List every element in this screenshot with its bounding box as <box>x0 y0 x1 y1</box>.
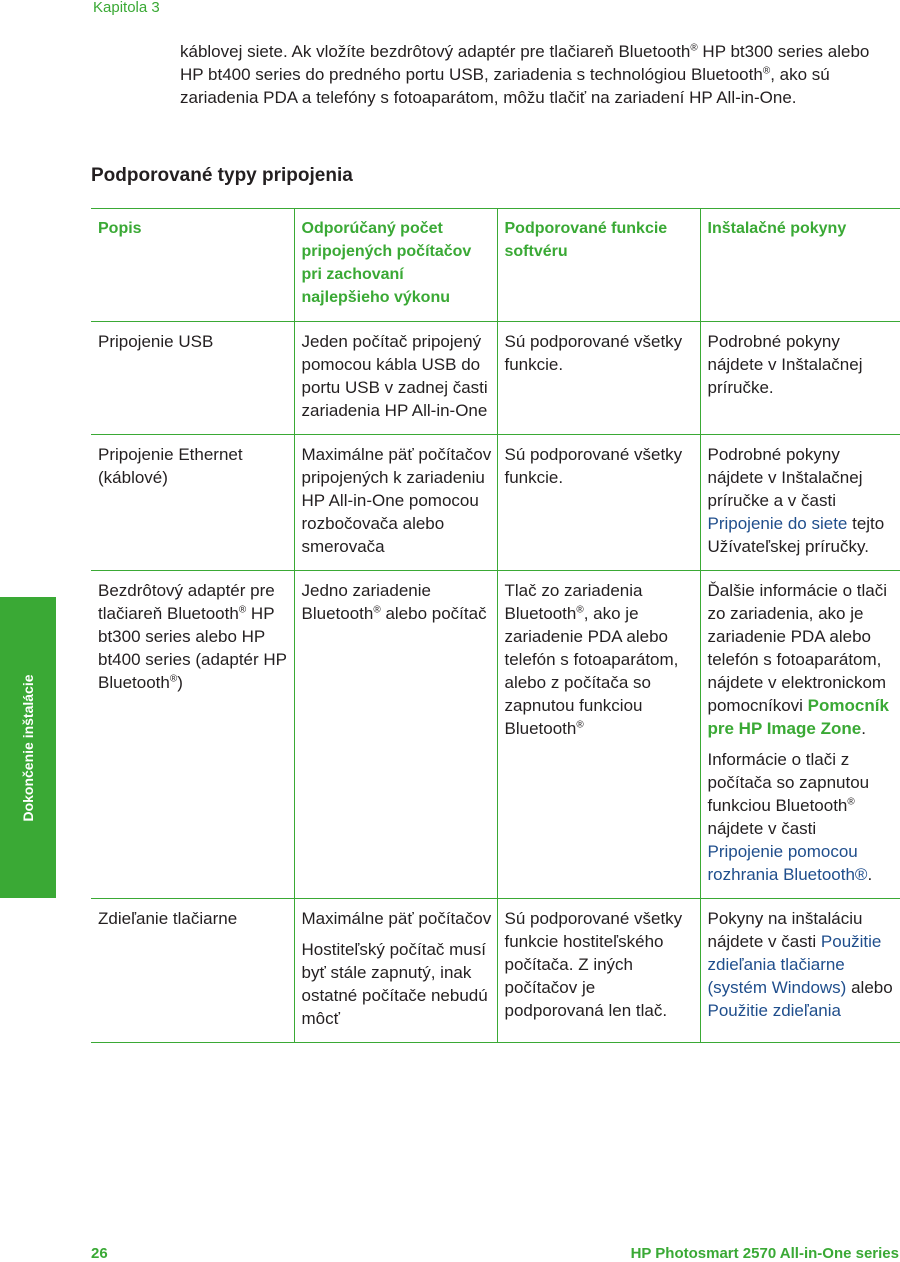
link-zdielanie-windows[interactable]: Použitie zdieľania tlačiarne (systém Windows) <box>707 932 882 997</box>
cell-funkcie: Sú podporované všetky funkcie. <box>497 322 700 435</box>
table-row <box>91 322 900 435</box>
chapter-header: Kapitola 3 <box>93 0 160 16</box>
cell-funkcie: Tlač zo zariadenia Bluetooth®, ako je zariadenie PDA alebo telefón s fotoaparátom, alebo z počítača so zapnutou funkciou Bluetooth® <box>497 571 700 899</box>
page-number: 26 <box>91 1245 108 1262</box>
cell-popis: Zdieľanie tlačiarne <box>91 899 294 1043</box>
link-pripojenie-bluetooth[interactable]: Pripojenie pomocou rozhrania Bluetooth® <box>707 842 868 884</box>
cell-pokyny: Podrobné pokyny nájdete v Inštalačnej príručke a v časti Pripojenie do siete tejto Užívateľskej príručky. <box>700 435 900 571</box>
link-pouzitie-zdielania[interactable]: Použitie zdieľania <box>707 1001 841 1020</box>
cell-pocet: Maximálne päť počítačov Hostiteľský počítač musí byť stále zapnutý, inak ostatné počítače nebudú môcť <box>294 899 497 1043</box>
cell-funkcie: Sú podporované všetky funkcie. <box>497 435 700 571</box>
table-header-row <box>91 209 900 322</box>
cell-pokyny: Pokyny na inštaláciu nájdete v časti Použitie zdieľania tlačiarne (systém Windows) alebo Použitie zdieľania <box>700 899 900 1043</box>
table-row <box>91 435 900 571</box>
header-pocet: Odporúčaný počet pripojených počítačov pri zachovaní najlepšieho výkonu <box>294 209 497 322</box>
cell-pokyny: Podrobné pokyny nájdete v Inštalačnej príručke. <box>700 322 900 435</box>
header-funkcie: Podporované funkcie softvéru <box>497 209 700 322</box>
cell-pokyny: Ďalšie informácie o tlači zo zariadenia, ako je zariadenie PDA alebo telefón s fotoaparátom, nájdete v elektronickom pomocníkovi Pomocník pre HP Image Zone. Informácie o tlači z počítača so zapnutou funkciou Bluetooth® nájdete v časti Pripojenie pomocou rozhrania Bluetooth®. <box>700 571 900 899</box>
side-tab <box>0 597 56 898</box>
table-row <box>91 571 900 899</box>
header-pokyny: Inštalačné pokyny <box>700 209 900 322</box>
header-popis: Popis <box>91 209 294 322</box>
cell-pocet: Jedno zariadenie Bluetooth® alebo počítač <box>294 571 497 899</box>
cell-pocet: Jeden počítač pripojený pomocou kábla USB do portu USB v zadnej časti zariadenia HP All-in-One <box>294 322 497 435</box>
table-row <box>91 899 900 1043</box>
cell-popis: Pripojenie USB <box>91 322 294 435</box>
link-pomocnik-hp-image-zone[interactable]: Pomocník pre HP Image Zone <box>707 696 889 738</box>
cell-pocet: Maximálne päť počítačov pripojených k zariadeniu HP All-in-One pomocou rozbočovača alebo smerovača <box>294 435 497 571</box>
intro-paragraph: káblovej siete. Ak vložíte bezdrôtový adaptér pre tlačiareň Bluetooth® HP bt300 series alebo HP bt400 series do predného portu USB, zariadenia s technológiou Bluetooth®, ako sú zariadenia PDA a telefóny s fotoaparátom, môžu tlačiť na zariadení HP All-in-One. <box>180 42 870 107</box>
side-tab-label: Dokončenie inštalácie <box>20 673 36 822</box>
link-pripojenie-do-siete[interactable]: Pripojenie do siete <box>707 514 848 533</box>
cell-funkcie: Sú podporované všetky funkcie hostiteľského počítača. Z iných počítačov je podporovaná len tlač. <box>497 899 700 1043</box>
cell-popis: Pripojenie Ethernet (káblové) <box>91 435 294 571</box>
connection-types-table <box>91 208 900 1043</box>
product-name: HP Photosmart 2570 All-in-One series <box>630 1245 899 1262</box>
cell-popis: Bezdrôtový adaptér pre tlačiareň Bluetooth® HP bt300 series alebo HP bt400 series (adaptér HP Bluetooth®) <box>91 571 294 899</box>
section-title: Podporované typy pripojenia <box>91 165 353 186</box>
